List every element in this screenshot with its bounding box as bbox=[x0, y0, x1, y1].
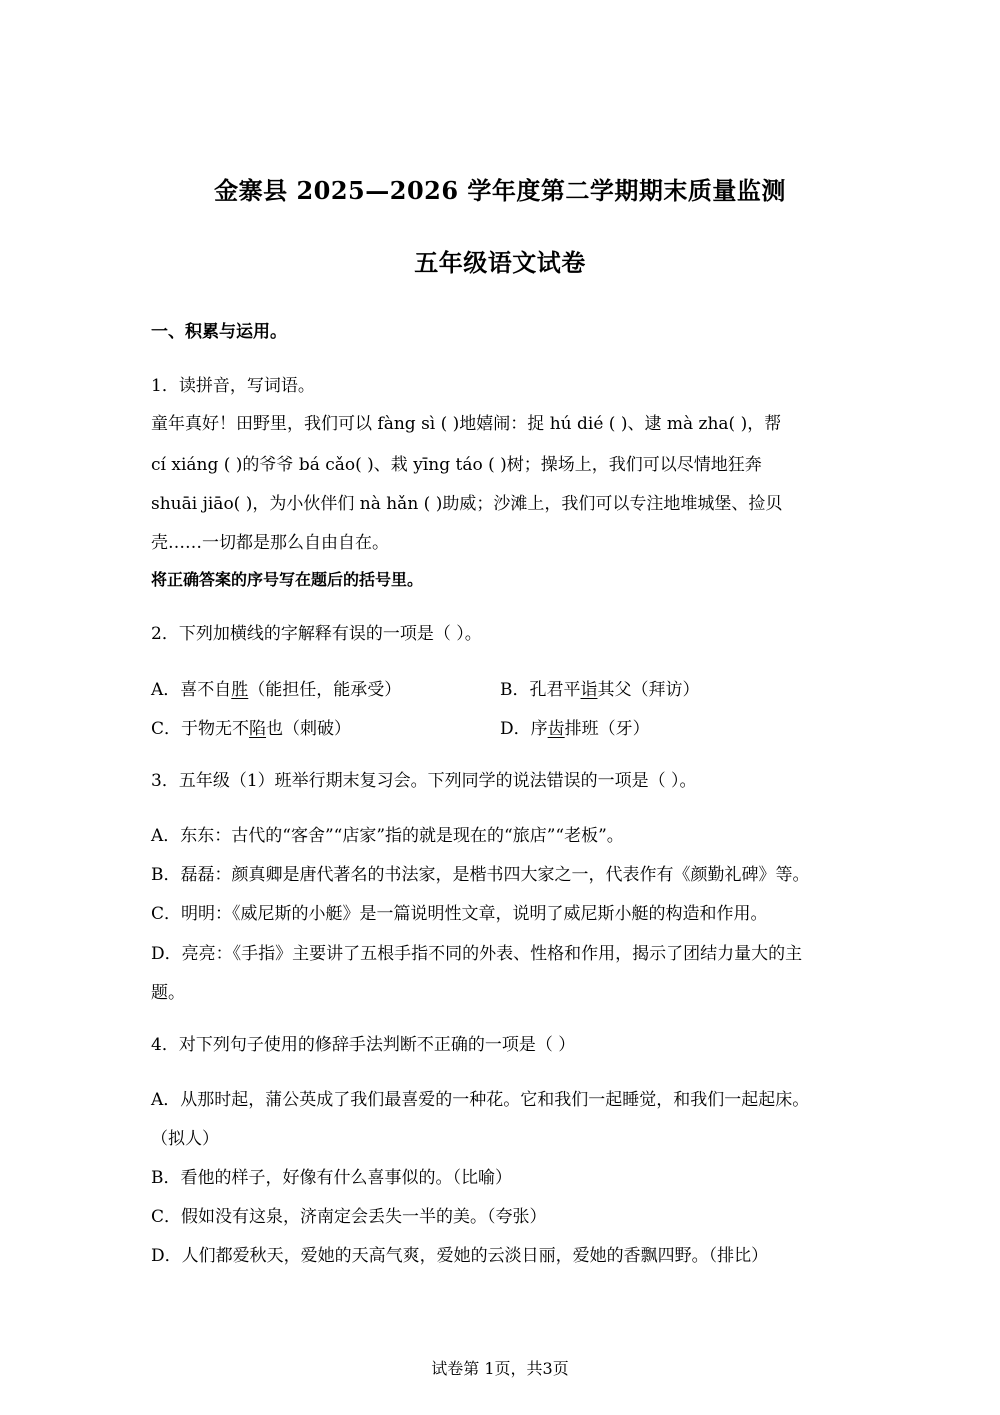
q3-option-d-cont: 题。 bbox=[151, 983, 185, 1003]
q2-option-a bbox=[151, 675, 401, 700]
q1-text-line: 童年真好！田野里，我们可以 fàng sì ( )地嬉闹：捉 hú dié ( )、逮 mà zha( )，帮 bbox=[151, 414, 782, 434]
underlined-char: 诣 bbox=[580, 680, 598, 700]
q3-prompt-post: 的一项是（ ）。 bbox=[580, 771, 697, 791]
q1-text-line: cí xiáng ( )的爷爷 bá cǎo( )、栽 yīng táo ( )树；操场上，我们可以尽情地狂奔 bbox=[151, 455, 762, 475]
q4-option-c: C．假如没有这泉，济南定会丢失一半的美。（夸张） bbox=[151, 1207, 547, 1227]
instruction-text: 将正确答案的序号写在题后的括号里。 bbox=[151, 570, 424, 589]
q1-prompt: 1．读拼音，写词语。 bbox=[151, 376, 315, 396]
q1-text-line: 壳……一切都是那么自由自在。 bbox=[151, 533, 389, 553]
q2-prompt bbox=[151, 619, 482, 644]
q1-text-line: shuāi jiāo( )，为小伙伴们 nà hǎn ( )助威；沙滩上，我们可以专注地堆城堡、捡贝 bbox=[151, 494, 783, 514]
q3-option-d: D．亮亮：《手指》主要讲了五根手指不同的外表、性格和作用，揭示了团结力量大的主 bbox=[151, 944, 803, 964]
q2-prompt-emphasis: 有误 bbox=[331, 624, 366, 644]
underlined-char: 胜 bbox=[231, 680, 249, 700]
option-text: C．于物无不 bbox=[151, 719, 250, 739]
q3-option-b: B．磊磊：颜真卿是唐代著名的书法家，是楷书四大家之一，代表作有《颜勤礼碑》等。 bbox=[151, 865, 810, 885]
q4-prompt-emphasis: 不正确 bbox=[416, 1035, 468, 1055]
underlined-char: 齿 bbox=[547, 719, 565, 739]
option-text: B．孔君平 bbox=[500, 680, 581, 700]
option-text: A．喜不自 bbox=[151, 680, 232, 700]
q3-prompt-emphasis: 说法错误 bbox=[512, 771, 581, 791]
q3-option-c: C．明明：《威尼斯的小艇》是一篇说明性文章，说明了威尼斯小艇的构造和作用。 bbox=[151, 904, 768, 924]
q4-option-a-cont: （拟人） bbox=[151, 1129, 219, 1149]
option-text: D．序 bbox=[500, 719, 548, 739]
q3-prompt bbox=[151, 766, 697, 791]
q2-prompt-pre: 2．下列加横线的字解释 bbox=[151, 624, 332, 644]
q4-prompt bbox=[151, 1030, 575, 1055]
q3-prompt-pre: 3．五年级（1）班举行期末复习会。下列同学的 bbox=[151, 771, 513, 791]
q2-option-c bbox=[151, 714, 351, 739]
q4-option-a: A．从那时起，蒲公英成了我们最喜爱的一种花。它和我们一起睡觉，和我们一起起床。 bbox=[151, 1090, 810, 1110]
option-text: 其父（拜访） bbox=[597, 680, 700, 700]
q4-option-d: D．人们都爱秋天，爱她的天高气爽，爱她的云淡日丽，爱她的香飘四野。（排比） bbox=[151, 1246, 769, 1266]
page-footer: 试卷第 1页，共3页 bbox=[431, 1359, 569, 1378]
underlined-char: 陷 bbox=[249, 719, 267, 739]
option-text: 排班（牙） bbox=[564, 719, 650, 739]
q4-prompt-pre: 4．对下列句子使用的修辞手法判断 bbox=[151, 1035, 417, 1055]
section-heading: 一、积累与运用。 bbox=[151, 322, 287, 342]
q3-option-a: A．东东：古代的“客舍”“店家”指的就是现在的“旅店”“老板”。 bbox=[151, 826, 624, 846]
exam-subtitle: 五年级语文试卷 bbox=[414, 248, 586, 277]
q2-prompt-post: 的一项是（ ）。 bbox=[365, 624, 482, 644]
option-text: （能担任，能承受） bbox=[248, 680, 402, 700]
q2-option-b bbox=[500, 675, 700, 700]
option-text: 也（刺破） bbox=[266, 719, 352, 739]
exam-title: 金寨县 2025—2026 学年度第二学期期末质量监测 bbox=[214, 176, 786, 205]
q4-prompt-post: 的一项是（ ） bbox=[467, 1035, 576, 1055]
q2-option-d bbox=[500, 714, 650, 739]
q4-option-b: B．看他的样子，好像有什么喜事似的。（比喻） bbox=[151, 1168, 512, 1188]
